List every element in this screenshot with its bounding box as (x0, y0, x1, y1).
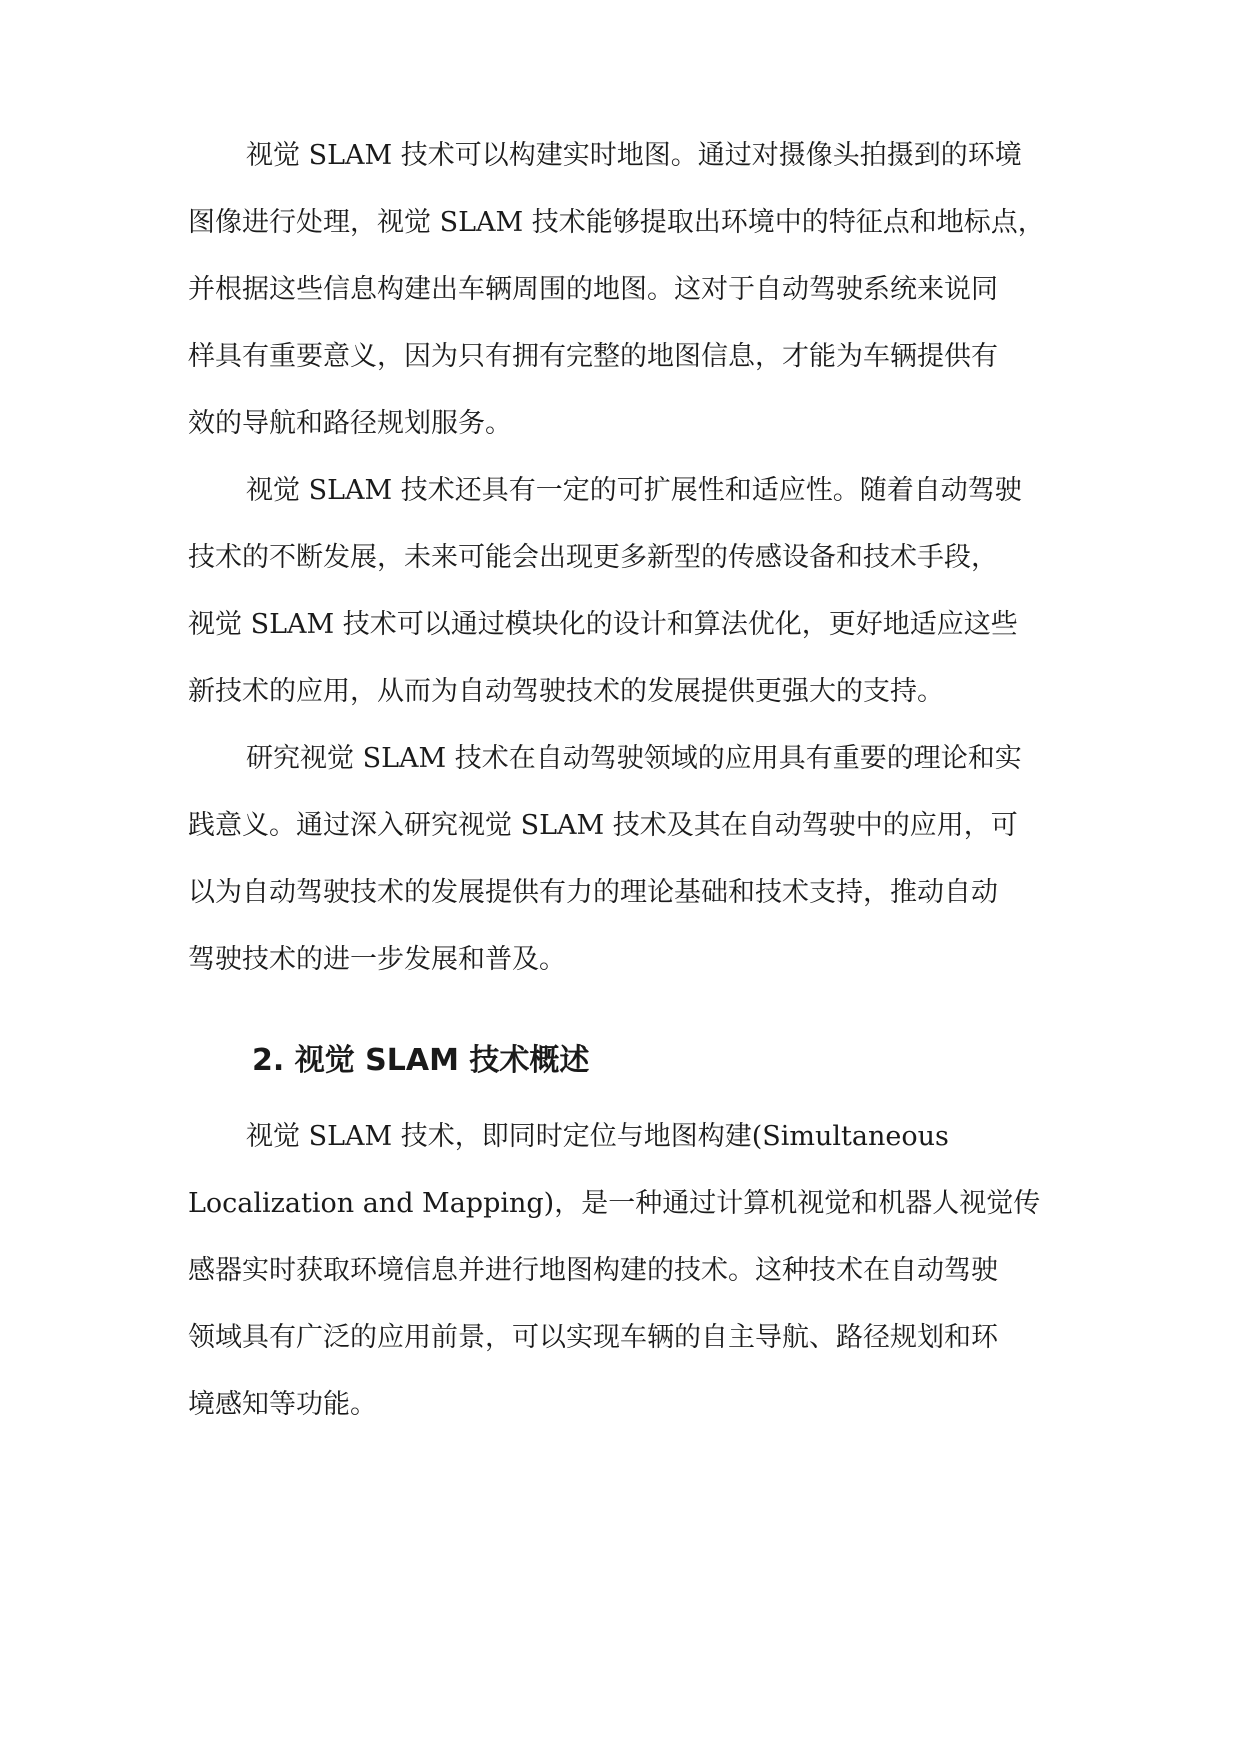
paragraph-line: 视觉 SLAM 技术，即同时定位与地图构建(Simultaneous (246, 1121, 949, 1152)
paragraph-line: 境感知等功能。 (188, 1389, 377, 1420)
paragraph-line: Localization and Mapping)，是一种通过计算机视觉和机器人视觉传 (188, 1188, 1041, 1219)
paragraph-line: 效的导航和路径规划服务。 (188, 408, 512, 439)
paragraph-line: 样具有重要意义，因为只有拥有完整的地图信息，才能为车辆提供有 (188, 341, 998, 372)
paragraph-line: 驾驶技术的进一步发展和普及。 (188, 944, 566, 975)
paragraph-line: 践意义。通过深入研究视觉 SLAM 技术及其在自动驾驶中的应用，可 (188, 810, 1018, 841)
paragraph-line: 视觉 SLAM 技术可以通过模块化的设计和算法优化，更好地适应这些 (188, 609, 1018, 640)
paragraph-line: 图像进行处理，视觉 SLAM 技术能够提取出环境中的特征点和地标点， (188, 207, 1045, 238)
paragraph-line: 新技术的应用，从而为自动驾驶技术的发展提供更强大的支持。 (188, 676, 944, 707)
paragraph-line: 以为自动驾驶技术的发展提供有力的理论基础和技术支持，推动自动 (188, 877, 998, 908)
paragraph-line: 领域具有广泛的应用前景，可以实现车辆的自主导航、路径规划和环 (188, 1322, 998, 1353)
paragraph-line: 感器实时获取环境信息并进行地图构建的技术。这种技术在自动驾驶 (188, 1255, 998, 1286)
paragraph-line: 视觉 SLAM 技术可以构建实时地图。通过对摄像头拍摄到的环境 (246, 140, 1022, 171)
section-heading: 2. 视觉 SLAM 技术概述 (252, 1043, 590, 1078)
paragraph-line: 并根据这些信息构建出车辆周围的地图。这对于自动驾驶系统来说同 (188, 274, 998, 305)
paragraph-line: 研究视觉 SLAM 技术在自动驾驶领域的应用具有重要的理论和实 (246, 743, 1022, 774)
paragraph-line: 视觉 SLAM 技术还具有一定的可扩展性和适应性。随着自动驾驶 (246, 475, 1022, 506)
paragraph-line: 技术的不断发展，未来可能会出现更多新型的传感设备和技术手段， (188, 542, 998, 573)
